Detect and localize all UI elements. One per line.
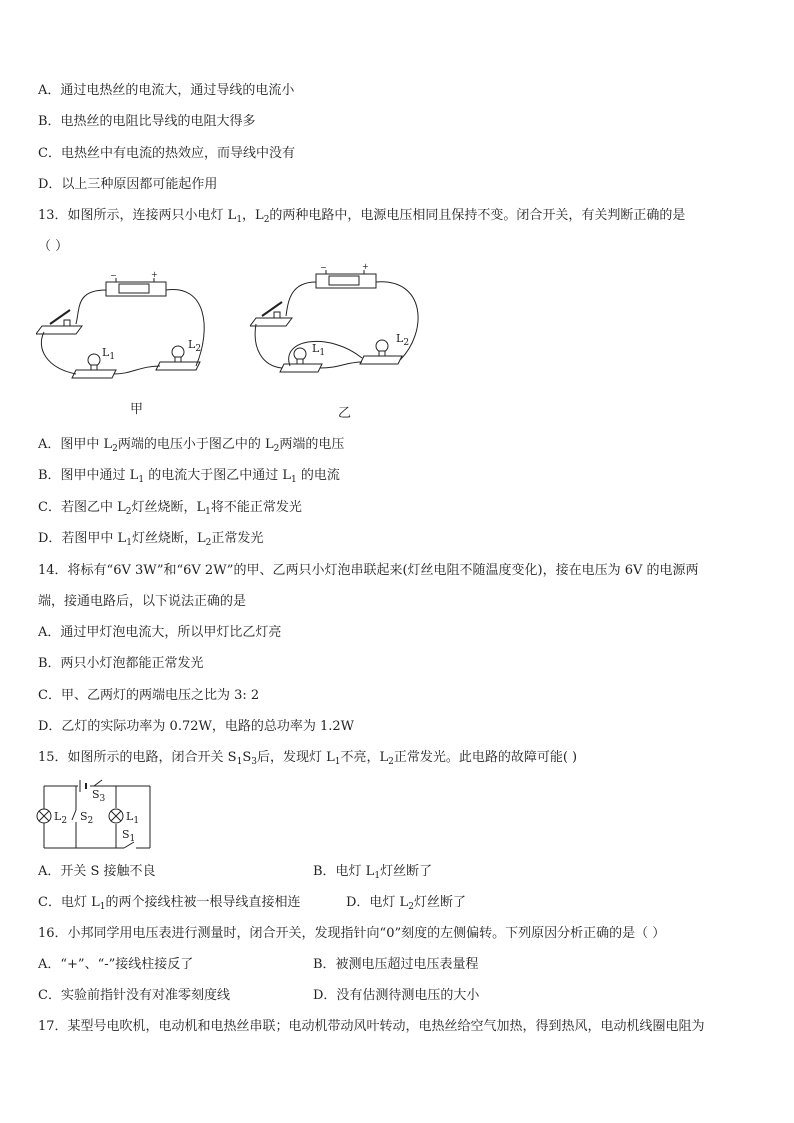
q13-option-d: D．若图甲中 $L_1$灯丝烧断，$L_2$正常发光 [38, 531, 264, 548]
q13-option-b: B．图甲中通过 $L_1$ 的电流大于图乙中通过 $L_1$ 的电流 [38, 468, 340, 485]
q14-stem-line1: 14．将标有“6V 3W”和“6V 2W”的甲、乙两只小灯泡串联起来(灯丝电阻不随温度变化)，接在电压为 6V 的电源两 [38, 563, 699, 578]
q15-s2-label: $S_2$ [80, 810, 94, 826]
q16-option-c: C．实验前指针没有对准零刻度线 [38, 988, 230, 1003]
q13-right-l1-label: $L_1$ [312, 342, 326, 358]
q15-option-c: C．电灯 $L_1$的两个接线柱被一根导线直接相连 [38, 895, 301, 912]
q13-left-l1-label: $L_1$ [102, 346, 116, 362]
q15-s3-label: $S_3$ [92, 788, 106, 804]
q13-figure-right [250, 262, 430, 382]
q15-option-a: A．开关 S 接触不良 [38, 864, 156, 879]
q13-option-a: A．图甲中 $L_2$两端的电压小于图乙中的 $L_2$两端的电压 [38, 437, 345, 454]
q15-l1-label: $L_1$ [126, 810, 140, 826]
q13-answer-paren: （ ） [38, 239, 69, 254]
q16-stem: 16．小邦同学用电压表进行测量时，闭合开关，发现指针向“0”刻度的左侧偏转。下列原因分析正确的是（ ） [38, 926, 666, 941]
q16-option-d: D．没有估测待测电压的大小 [313, 988, 480, 1003]
q13-option-c: C．若图乙中 $L_2$灯丝烧断，$L_1$将不能正常发光 [38, 500, 302, 517]
q12-option-b: B．电热丝的电阻比导线的电阻大得多 [38, 114, 256, 129]
q16-option-b: B．被测电压超过电压表量程 [313, 957, 479, 972]
q14-stem-line2: 端，接通电路后，以下说法正确的是 [38, 594, 247, 609]
q12-option-c: C．电热丝中有电流的热效应，而导线中没有 [38, 146, 295, 161]
q12-option-a: A．通过电热丝的电流大，通过导线的电流小 [38, 83, 295, 98]
q12-option-d: D．以上三种原因都可能起作用 [38, 177, 218, 192]
q15-option-d: D．电灯 $L_2$灯丝断了 [346, 895, 466, 912]
svg-text:−: − [320, 263, 327, 272]
q15-circuit-figure [36, 778, 156, 854]
q15-l2-label: $L_2$ [54, 810, 68, 826]
q15-option-b: B．电灯 $L_1$灯丝断了 [313, 864, 433, 881]
q14-option-d: D．乙灯的实际功率为 0.72W，电路的总功率为 1.2W [38, 719, 355, 734]
q13-caption-right: 乙 [338, 406, 352, 421]
q13-stem: 13．如图所示，连接两只小电灯 $L_1$，$L_2$的两种电路中，电源电压相同且保持不变。闭合开关，有关判断正确的是 [38, 208, 686, 225]
svg-text:+: + [362, 262, 369, 271]
q16-option-a: A．“+”、“-”接线柱接反了 [38, 957, 194, 972]
svg-text:+: + [151, 270, 158, 279]
q14-option-a: A．通过甲灯泡电流大，所以甲灯比乙灯亮 [38, 625, 282, 640]
q13-left-l2-label: $L_2$ [188, 338, 202, 354]
q17-stem: 17．某型号电吹机，电动机和电热丝串联；电动机带动风叶转动，电热丝给空气加热，得到热风，电动机线圈电阻为 [38, 1019, 705, 1034]
q14-option-b: B．两只小灯泡都能正常发光 [38, 656, 204, 671]
q13-right-l2-label: $L_2$ [396, 332, 410, 348]
q15-stem: 15．如图所示的电路，闭合开关 $S_1S_3$后，发现灯 $L_1$不亮，$L_2$正常发光。此电路的故障可能( ) [38, 750, 578, 767]
q14-option-c: C．甲、乙两灯的两端电压之比为 3: 2 [38, 688, 260, 703]
q13-caption-left: 甲 [130, 402, 144, 417]
svg-text:−: − [110, 271, 117, 280]
q15-s1-label: $S_1$ [122, 828, 136, 844]
q13-figure-left [36, 268, 216, 388]
